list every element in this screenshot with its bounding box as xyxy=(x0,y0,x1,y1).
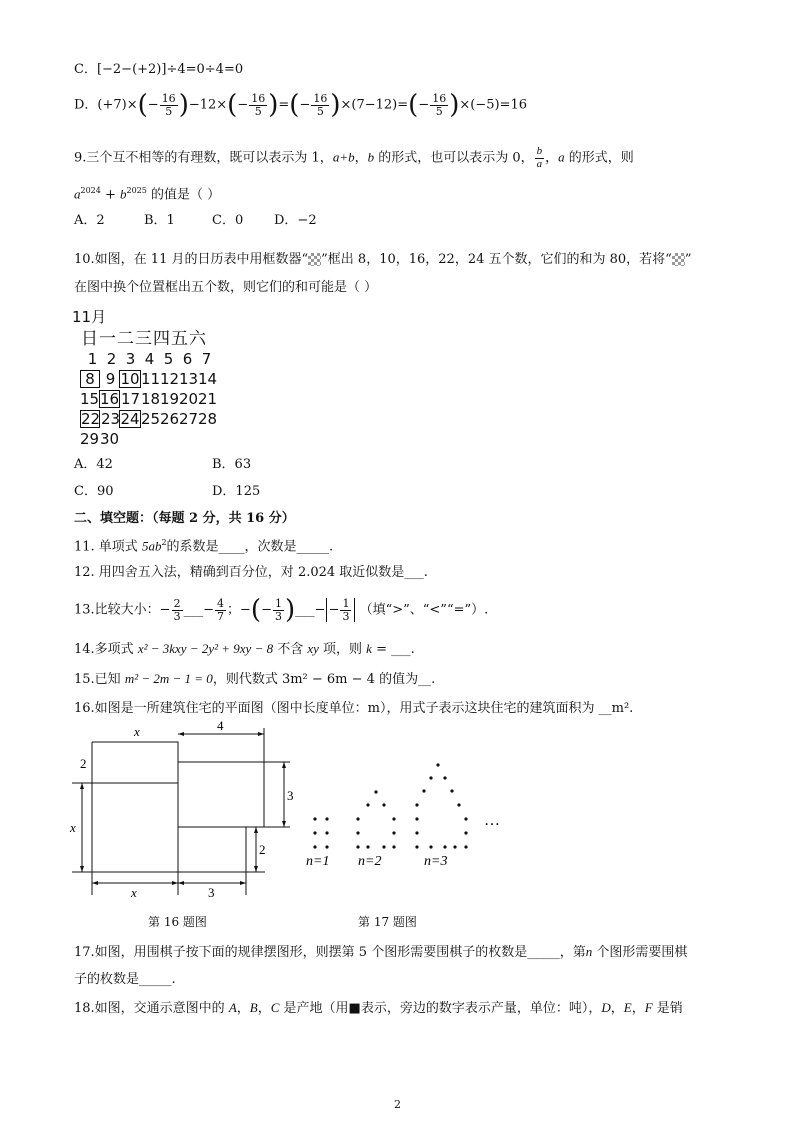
label-2-left: 2 xyxy=(80,756,87,771)
boxed-number: 10 xyxy=(120,370,140,388)
label-n2: n=2 xyxy=(358,854,382,869)
label-2-right: 2 xyxy=(259,842,266,857)
calendar-title: 11月 xyxy=(72,308,107,326)
section-heading: 二、填空题：（每题 2 分，共 16 分） xyxy=(74,511,295,526)
q16: 16.如图是一所建筑住宅的平面图（图中长度单位：m），用式子表示这块住宅的建筑面积为 __m². xyxy=(74,701,634,716)
q17-line1: 17.如图，用围棋子按下面的规律摆图形，则摆第 5 个图形需要围棋子的枚数是_____，第n 个图形需要围棋 xyxy=(74,944,688,960)
q17-line2: 子的枚数是_____. xyxy=(74,972,176,987)
frame-tool-icon xyxy=(672,253,685,266)
figure-16-caption: 第 16 题图 xyxy=(148,915,207,929)
fraction-b-over-a: $\frac{b}{a}$ xyxy=(536,145,543,170)
q8-option-d: D．(+7)×(− $\frac{16}{5}$ )−12×(− $\frac{16}{5}$ )=(− $\frac{16}{5}$ )×(7−12)=(− $\frac{16}{5}$ )×(−5)=16 xyxy=(74,90,528,120)
figure-17-dot-patterns xyxy=(300,755,520,875)
q10-option-c: C．90 xyxy=(74,484,114,499)
q18: 18.如图，交通示意图中的 A，B，C 是产地（用■表示，旁边的数字表示产量，单位：吨），D，E，F 是销 xyxy=(74,1000,683,1016)
figure-16-floor-plan xyxy=(60,720,300,905)
q9-option-a: A．2 xyxy=(74,213,105,228)
q9-stem: 9.三个互不相等的有理数，既可以表示为 1，a+b，b 的形式，也可以表示为 0， $\frac{b}{a}$ ，a 的形式，则 xyxy=(74,145,634,170)
q10-option-b: B．63 xyxy=(212,457,252,472)
q14: 14.多项式 x² − 3kxy − 2y² + 9xy − 8 不含 xy 项，则 k = ___. xyxy=(74,641,415,657)
q9-options xyxy=(74,213,317,229)
label-x-top: x xyxy=(134,724,140,739)
q11: 11. 单项式 $5ab^2$的系数是____，次数是_____. xyxy=(74,538,334,555)
label-n3: n=3 xyxy=(424,854,448,869)
fraction: $\frac{16}{5}$ xyxy=(161,91,176,118)
calendar-weekdays: 日一二三四五六 xyxy=(81,329,207,349)
q10-stem: 10.如图，在 11 月的日历表中用框数器“ ”框出 8，10，16，22，24 五个数，它们的和为 80，若将“ ” xyxy=(74,252,692,267)
page-number: 2 xyxy=(394,1098,401,1111)
figure-17-caption: 第 17 题图 xyxy=(358,915,417,929)
q9-option-b: B．1 xyxy=(144,213,175,228)
label-3-bottom: 3 xyxy=(208,885,215,900)
q10-option-d: D．125 xyxy=(212,484,261,499)
q9-option-c: C．0 xyxy=(212,213,244,228)
boxed-number: 24 xyxy=(120,410,140,428)
label-x-left: x xyxy=(70,820,76,835)
q8-option-c: C．[−2−(+2)]÷4=0÷4=0 xyxy=(74,62,244,77)
boxed-number: 8 xyxy=(80,370,100,388)
label-x-bottom: x xyxy=(131,885,137,900)
continuation-dots: … xyxy=(484,812,500,829)
plan-edge xyxy=(92,742,178,762)
q10-stem-2: 在图中换个位置框出五个数，则它们的和可能是（ ） xyxy=(74,280,378,295)
q9-option-d: D．−2 xyxy=(274,213,317,228)
plan-room-right xyxy=(178,762,264,827)
q13: 13.比较大小：− $\frac{2}{3}$ ___− $\frac{4}{7}$ ；−(− $\frac{1}{3}$ )___− − $\frac{1}{3}$ （填“>”、“<”“=”）. xyxy=(74,595,489,625)
q12: 12. 用四舍五入法，精确到百分位，对 2.024 取近似数是___. xyxy=(74,565,428,580)
label-4: 4 xyxy=(217,720,224,733)
label-n1: n=1 xyxy=(306,854,330,869)
q10-options-row2 xyxy=(74,484,260,500)
label-3-right: 3 xyxy=(287,788,294,803)
q15: 15.已知 m² − 2m − 1 = 0，则代数式 3m² − 6m − 4 的值为__. xyxy=(74,671,436,687)
q10-option-a: A．42 xyxy=(74,457,113,472)
frame-tool-icon xyxy=(308,253,321,266)
q9-expression: $a^{2024} + b^{2025}$ 的值是（ ） xyxy=(74,186,221,203)
boxed-number: 16 xyxy=(100,390,120,408)
boxed-number: 22 xyxy=(81,410,101,428)
q10-options-row1 xyxy=(74,457,251,473)
